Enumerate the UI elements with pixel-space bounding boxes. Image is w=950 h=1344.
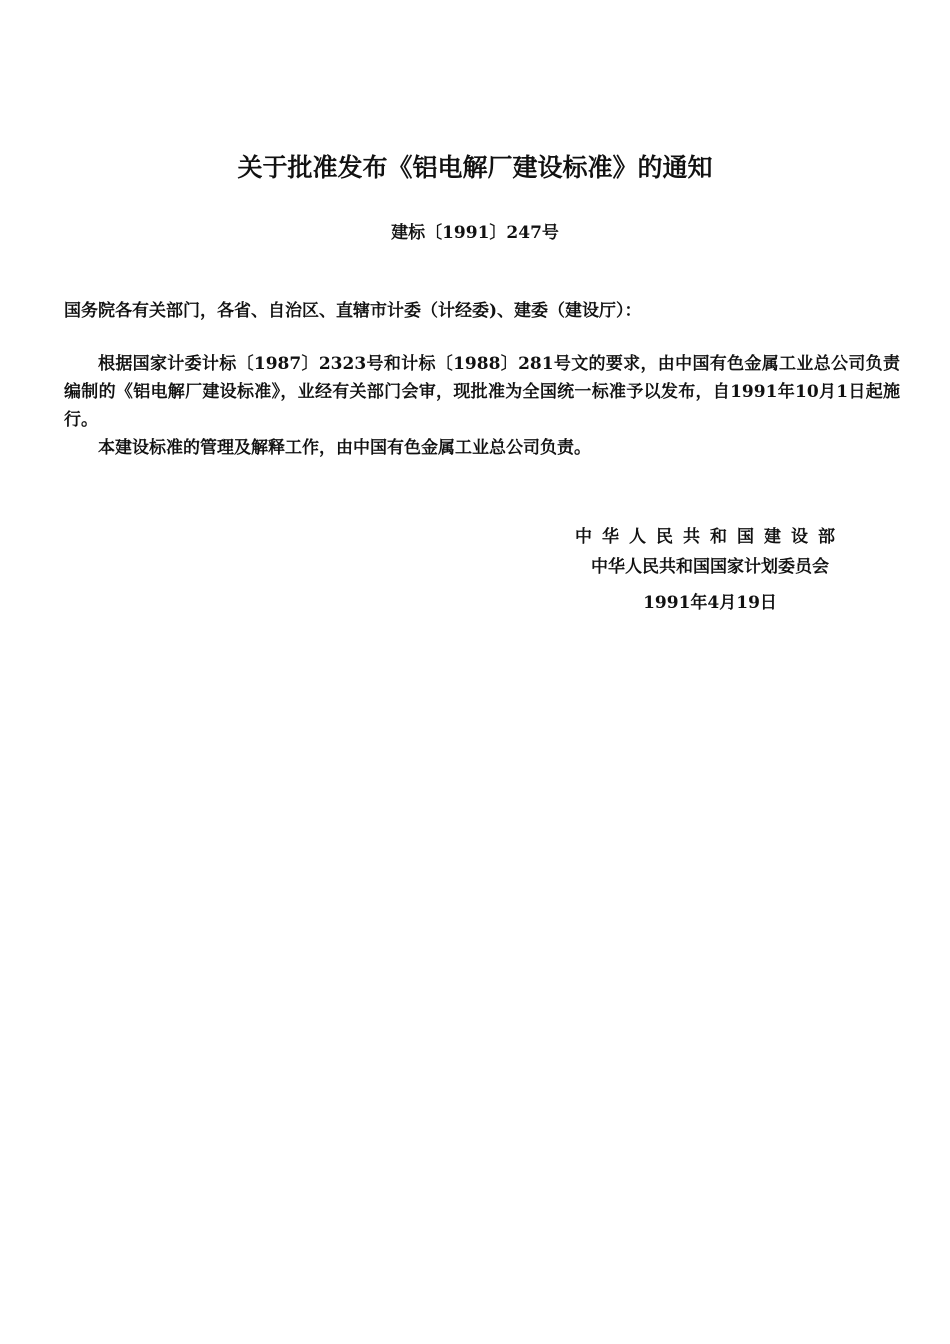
document-body <box>64 350 900 462</box>
body-paragraph: 本建设标准的管理及解释工作，由中国有色金属工业总公司负责。 <box>98 438 591 458</box>
document-title: 关于批准发布《铝电解厂建设标准》的通知 <box>237 153 713 182</box>
signature-block <box>560 522 860 618</box>
salutation: 国务院各有关部门，各省、自治区、直辖市计委（计经委)、建委（建设厅）： <box>64 301 642 321</box>
document-number: 建标〔1991〕247号 <box>391 223 559 243</box>
signatory-ministry-of-construction: 中华人民共和国建设部 <box>575 527 845 547</box>
signatory-state-planning-commission: 中华人民共和国国家计划委员会 <box>591 557 829 577</box>
body-paragraph: 根据国家计委计标〔1987〕2323号和计标〔1988〕281号文的要求，由中国有色金属工业总公司负责编制的《铝电解厂建设标准》，业经有关部门会审，现批准为全国统一标准予以发布，自1991年10月1日起施行。 <box>64 354 900 430</box>
issue-date: 1991年4月19日 <box>643 593 777 613</box>
